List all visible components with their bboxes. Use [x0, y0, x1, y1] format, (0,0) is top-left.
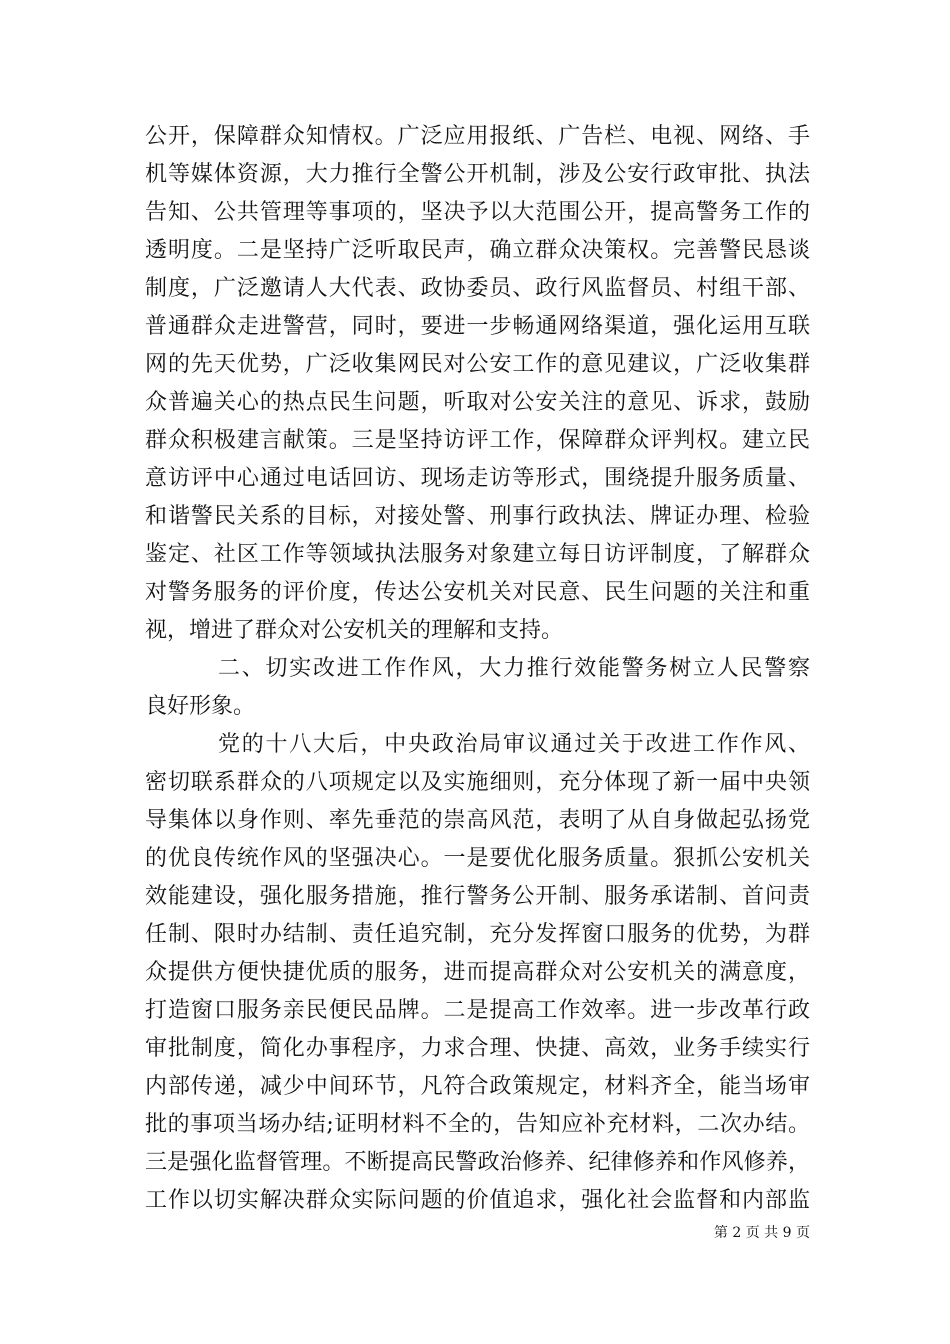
page-number-footer: 第 2 页 共 9 页	[713, 1225, 810, 1241]
body-line: 工作以切实解决群众实际问题的价值追求，强化社会监督和内部监	[145, 1188, 810, 1213]
body-line: 的优良传统作风的坚强决心。一是要优化服务质量。狠抓公安机关	[145, 846, 810, 871]
body-line: 鉴定、社区工作等领域执法服务对象建立每日访评制度，了解群众	[145, 542, 810, 567]
body-line: 审批制度，简化办事程序，力求合理、快捷、高效，业务手续实行	[145, 1036, 810, 1061]
body-line: 机等媒体资源，大力推行全警公开机制，涉及公安行政审批、执法	[145, 162, 810, 187]
body-line: 批的事项当场办结;证明材料不全的，告知应补充材料，二次办结。	[145, 1112, 810, 1137]
body-line: 意访评中心通过电话回访、现场走访等形式，围绕提升服务质量、	[145, 466, 810, 491]
body-line: 群众积极建言献策。三是坚持访评工作，保障群众评判权。建立民	[145, 428, 810, 453]
body-line: 对警务服务的评价度，传达公安机关对民意、民生问题的关注和重	[145, 580, 810, 605]
section-heading-continued: 良好形象。	[145, 694, 256, 719]
body-line: 导集体以身作则、率先垂范的崇高风范，表明了从自身做起弘扬党	[145, 808, 810, 833]
body-line: 密切联系群众的八项规定以及实施细则，充分体现了新一届中央领	[145, 770, 810, 795]
body-line: 效能建设，强化服务措施，推行警务公开制、服务承诺制、首问责	[145, 884, 810, 909]
body-line: 打造窗口服务亲民便民品牌。二是提高工作效率。进一步改革行政	[145, 998, 810, 1023]
section-heading: 二、切实改进工作作风，大力推行效能警务树立人民警察	[218, 656, 810, 681]
body-line: 网的先天优势，广泛收集网民对公安工作的意见建议，广泛收集群	[145, 352, 810, 377]
body-line: 内部传递，减少中间环节，凡符合政策规定，材料齐全，能当场审	[145, 1074, 810, 1099]
body-line: 制度，广泛邀请人大代表、政协委员、政行风监督员、村组干部、	[145, 276, 810, 301]
body-line: 任制、限时办结制、责任追究制，充分发挥窗口服务的优势，为群	[145, 922, 810, 947]
body-line: 党的十八大后，中央政治局审议通过关于改进工作作风、	[218, 732, 810, 757]
body-line: 视，增进了群众对公安机关的理解和支持。	[145, 618, 564, 643]
body-line: 告知、公共管理等事项的，坚决予以大范围公开，提高警务工作的	[145, 200, 810, 225]
body-line: 透明度。二是坚持广泛听取民声，确立群众决策权。完善警民恳谈	[145, 238, 810, 263]
body-line: 众提供方便快捷优质的服务，进而提高群众对公安机关的满意度，	[145, 960, 810, 985]
body-line: 众普遍关心的热点民生问题，听取对公安关注的意见、诉求，鼓励	[145, 390, 810, 415]
body-line: 和谐警民关系的目标，对接处警、刑事行政执法、牌证办理、检验	[145, 504, 810, 529]
body-line: 公开，保障群众知情权。广泛应用报纸、广告栏、电视、网络、手	[145, 124, 810, 149]
body-line: 三是强化监督管理。不断提高民警政治修养、纪律修养和作风修养，	[145, 1150, 810, 1175]
body-line: 普通群众走进警营，同时，要进一步畅通网络渠道，强化运用互联	[145, 314, 810, 339]
